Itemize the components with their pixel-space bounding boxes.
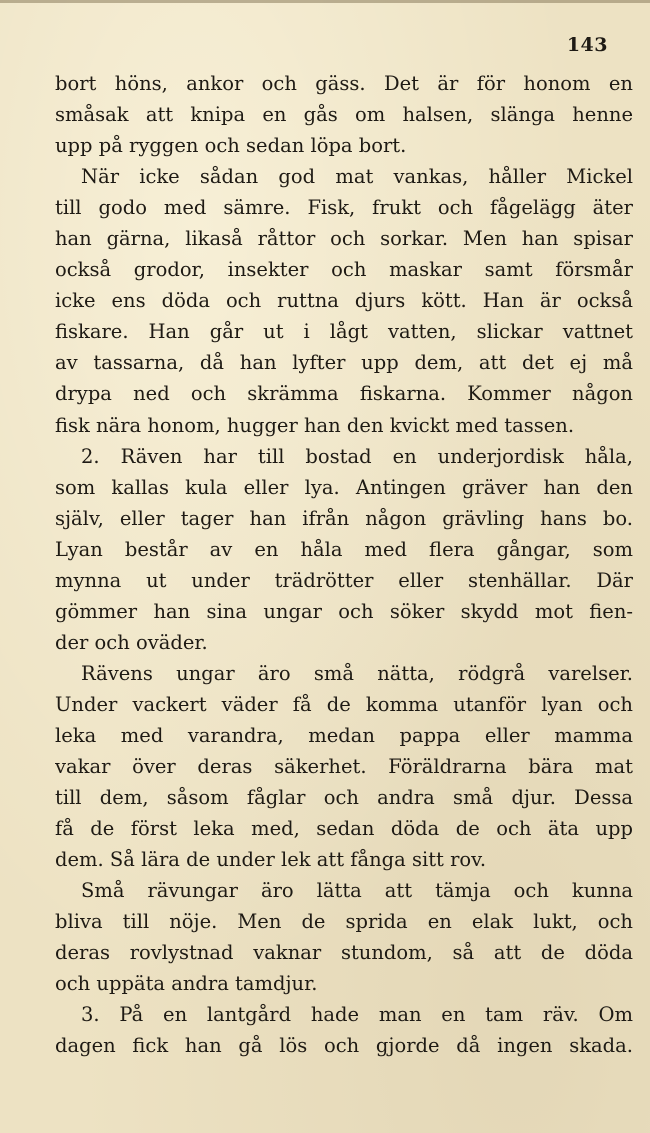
text-line: När icke sådan god mat vankas, håller Mickel <box>81 165 633 189</box>
text-line: av tassarna, då han lyfter upp dem, att det ej må <box>55 351 633 375</box>
text-line: Små rävungar äro lätta att tämja och kunna <box>81 879 633 903</box>
text-line: bliva till nöje. Men de sprida en elak lukt, och <box>55 910 633 934</box>
text-line: dem. Så lära de under lek att fånga sitt rov. <box>55 848 487 872</box>
text-line: drypa ned och skrämma fiskarna. Kommer någon <box>55 382 633 406</box>
text-line: gömmer han sina ungar och söker skydd mot fien- <box>55 599 633 623</box>
top-edge-rule <box>0 0 650 3</box>
text-line: han gärna, likaså råttor och sorkar. Men han spisar <box>55 227 633 251</box>
text-line: småsak att knipa en gås om halsen, slänga henne <box>55 103 633 127</box>
text-line: till dem, såsom fåglar och andra små djur. Dessa <box>55 786 633 810</box>
page-number: 143 <box>566 34 608 56</box>
text-line: mynna ut under trädrötter eller stenhällar. Där <box>55 568 633 592</box>
text-line: dagen fick han gå lös och gjorde då ingen skada. <box>55 1034 633 1058</box>
text-line: leka med varandra, medan pappa eller mamma <box>55 723 633 747</box>
text-line: Lyan består av en håla med flera gångar, som <box>55 537 633 561</box>
text-line: fisk nära honom, hugger han den kvickt med tassen. <box>55 413 575 437</box>
text-line: själv, eller tager han ifrån någon grävling hans bo. <box>55 506 633 530</box>
text-line: fiskare. Han går ut i lågt vatten, slickar vattnet <box>55 320 633 344</box>
text-line: också grodor, insekter och maskar samt försmår <box>55 258 633 282</box>
text-line: upp på ryggen och sedan löpa bort. <box>55 134 407 158</box>
text-line: Rävens ungar äro små nätta, rödgrå varelser. <box>81 661 633 685</box>
text-line: deras rovlystnad vaknar stundom, så att de döda <box>55 941 633 965</box>
text-line: till godo med sämre. Fisk, frukt och fågelägg äter <box>55 196 633 220</box>
text-line: bort höns, ankor och gäss. Det är för honom en <box>55 72 633 95</box>
text-line: der och oväder. <box>55 630 208 654</box>
text-line: och uppäta andra tamdjur. <box>55 972 318 996</box>
text-line: 3. På en lantgård hade man en tam räv. Om <box>81 1003 633 1027</box>
text-line: icke ens döda och ruttna djurs kött. Han är också <box>55 289 633 313</box>
text-line: som kallas kula eller lya. Antingen gräver han den <box>55 475 633 499</box>
body-text <box>55 68 633 1062</box>
text-line: få de först leka med, sedan döda de och äta upp <box>55 817 633 841</box>
text-line: Under vackert väder få de komma utanför lyan och <box>55 692 633 716</box>
text-line: 2. Räven har till bostad en underjordisk håla, <box>81 444 633 468</box>
text-line: vakar över deras säkerhet. Föräldrarna bära mat <box>55 755 633 779</box>
